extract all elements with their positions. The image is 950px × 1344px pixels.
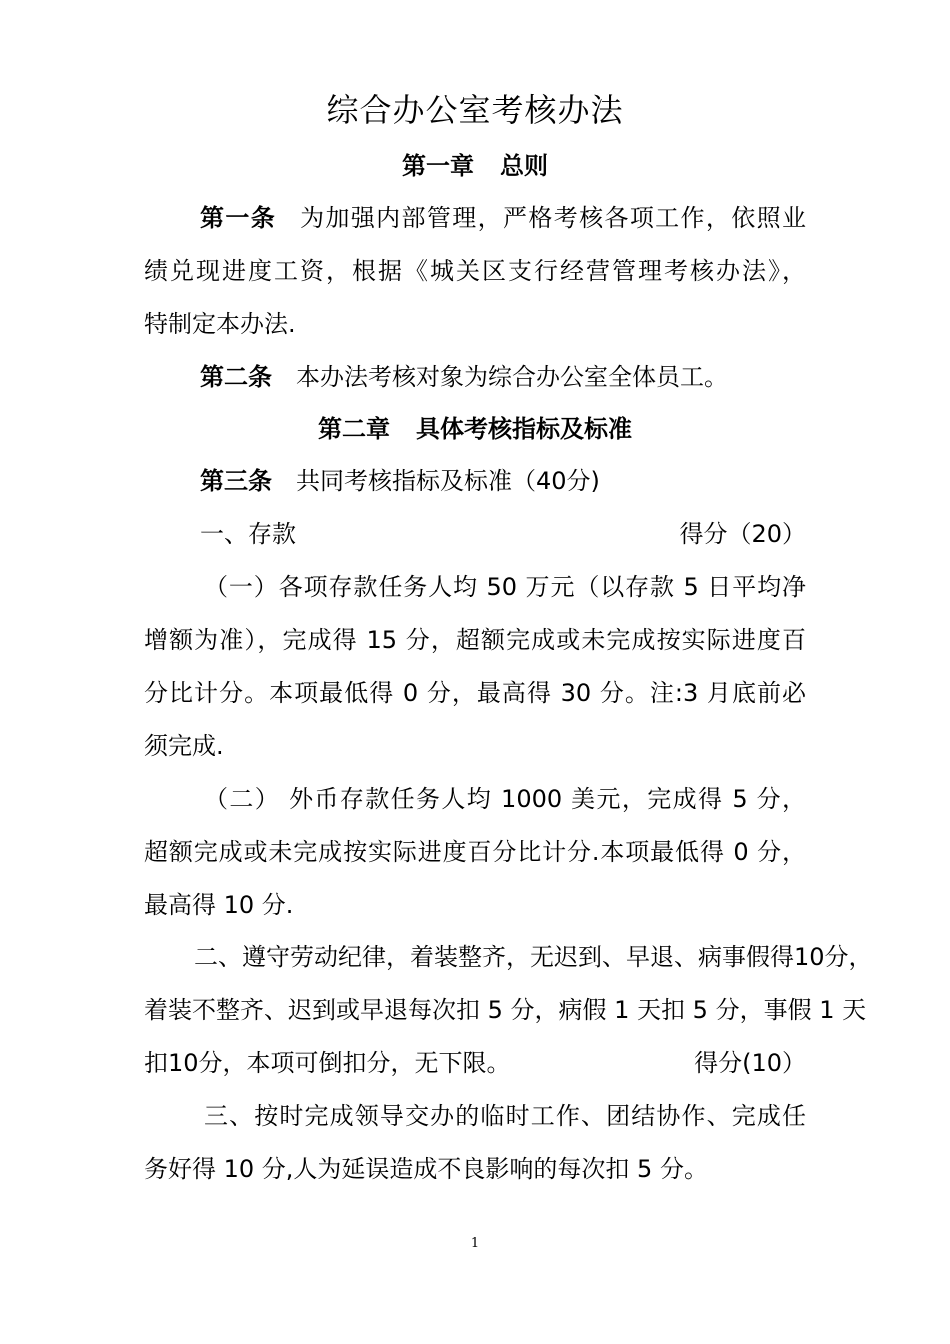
chapter-1-number: 第一章 bbox=[402, 152, 474, 180]
chapter-2-heading bbox=[144, 409, 806, 449]
article-3 bbox=[144, 461, 806, 501]
section-1-item-1-line-2: 增额为准），完成得 15 分，超额完成或未完成按实际进度百 bbox=[144, 626, 806, 654]
article-1-line-2: 绩兑现进度工资，根据《城关区支行经营管理考核办法》， bbox=[144, 257, 806, 285]
article-1-text-1: 为加强内部管理，严格考核各项工作，依照业 bbox=[300, 204, 807, 232]
section-2-line-3 bbox=[144, 1043, 806, 1083]
page-number: 1 bbox=[470, 1236, 480, 1251]
section-1-item-2-line-2: 超额完成或未完成按实际进度百分比计分.本项最低得 0 分， bbox=[144, 838, 806, 866]
section-2-score: 得分(10） bbox=[694, 1049, 806, 1077]
chapter-1-heading bbox=[144, 146, 806, 186]
section-1-item-1-line-4: 须完成. bbox=[144, 732, 224, 760]
section-3-line-2: 务好得 10 分,人为延误造成不良影响的每次扣 5 分。 bbox=[144, 1155, 708, 1183]
section-1-item-2-line-1: （二） 外币存款任务人均 1000 美元，完成得 5 分， bbox=[204, 785, 806, 813]
article-1-line-3: 特制定本办法. bbox=[144, 310, 296, 338]
document-title: 综合办公室考核办法 bbox=[326, 91, 624, 129]
article-2 bbox=[144, 357, 806, 397]
section-1-item-2-line-3: 最高得 10 分. bbox=[144, 891, 294, 919]
article-3-text: 共同考核指标及标准（40分) bbox=[296, 467, 600, 495]
article-2-text: 本办法考核对象为综合办公室全体员工。 bbox=[296, 363, 728, 391]
section-1-item-1-line-1: （一）各项存款任务人均 50 万元（以存款 5 日平均净 bbox=[204, 573, 806, 601]
article-1-label: 第一条 bbox=[200, 204, 277, 232]
section-1-item-1-line-3: 分比计分。本项最低得 0 分，最高得 30 分。注:3 月底前必 bbox=[144, 679, 806, 707]
section-2-line-2: 着装不整齐、迟到或早退每次扣 5 分，病假 1 天扣 5 分，事假 1 天 bbox=[144, 996, 867, 1024]
article-1-line-1 bbox=[144, 198, 806, 238]
article-2-label: 第二条 bbox=[200, 363, 272, 391]
section-3-line-1: 三、按时完成领导交办的临时工作、团结协作、完成任 bbox=[204, 1102, 806, 1130]
chapter-2-name: 具体考核指标及标准 bbox=[416, 415, 632, 443]
section-1-score: 得分（20） bbox=[679, 520, 806, 548]
article-3-label: 第三条 bbox=[200, 467, 272, 495]
section-1-title: 一、存款 bbox=[200, 520, 296, 548]
section-2-line-1: 二、遵守劳动纪律，着装整齐，无迟到、早退、病事假得10分， bbox=[194, 943, 873, 971]
section-1-heading bbox=[144, 514, 806, 554]
section-2-text-3: 扣10分，本项可倒扣分，无下限。 bbox=[144, 1049, 511, 1077]
chapter-2-number: 第二章 bbox=[318, 415, 390, 443]
chapter-1-name: 总则 bbox=[500, 152, 548, 180]
